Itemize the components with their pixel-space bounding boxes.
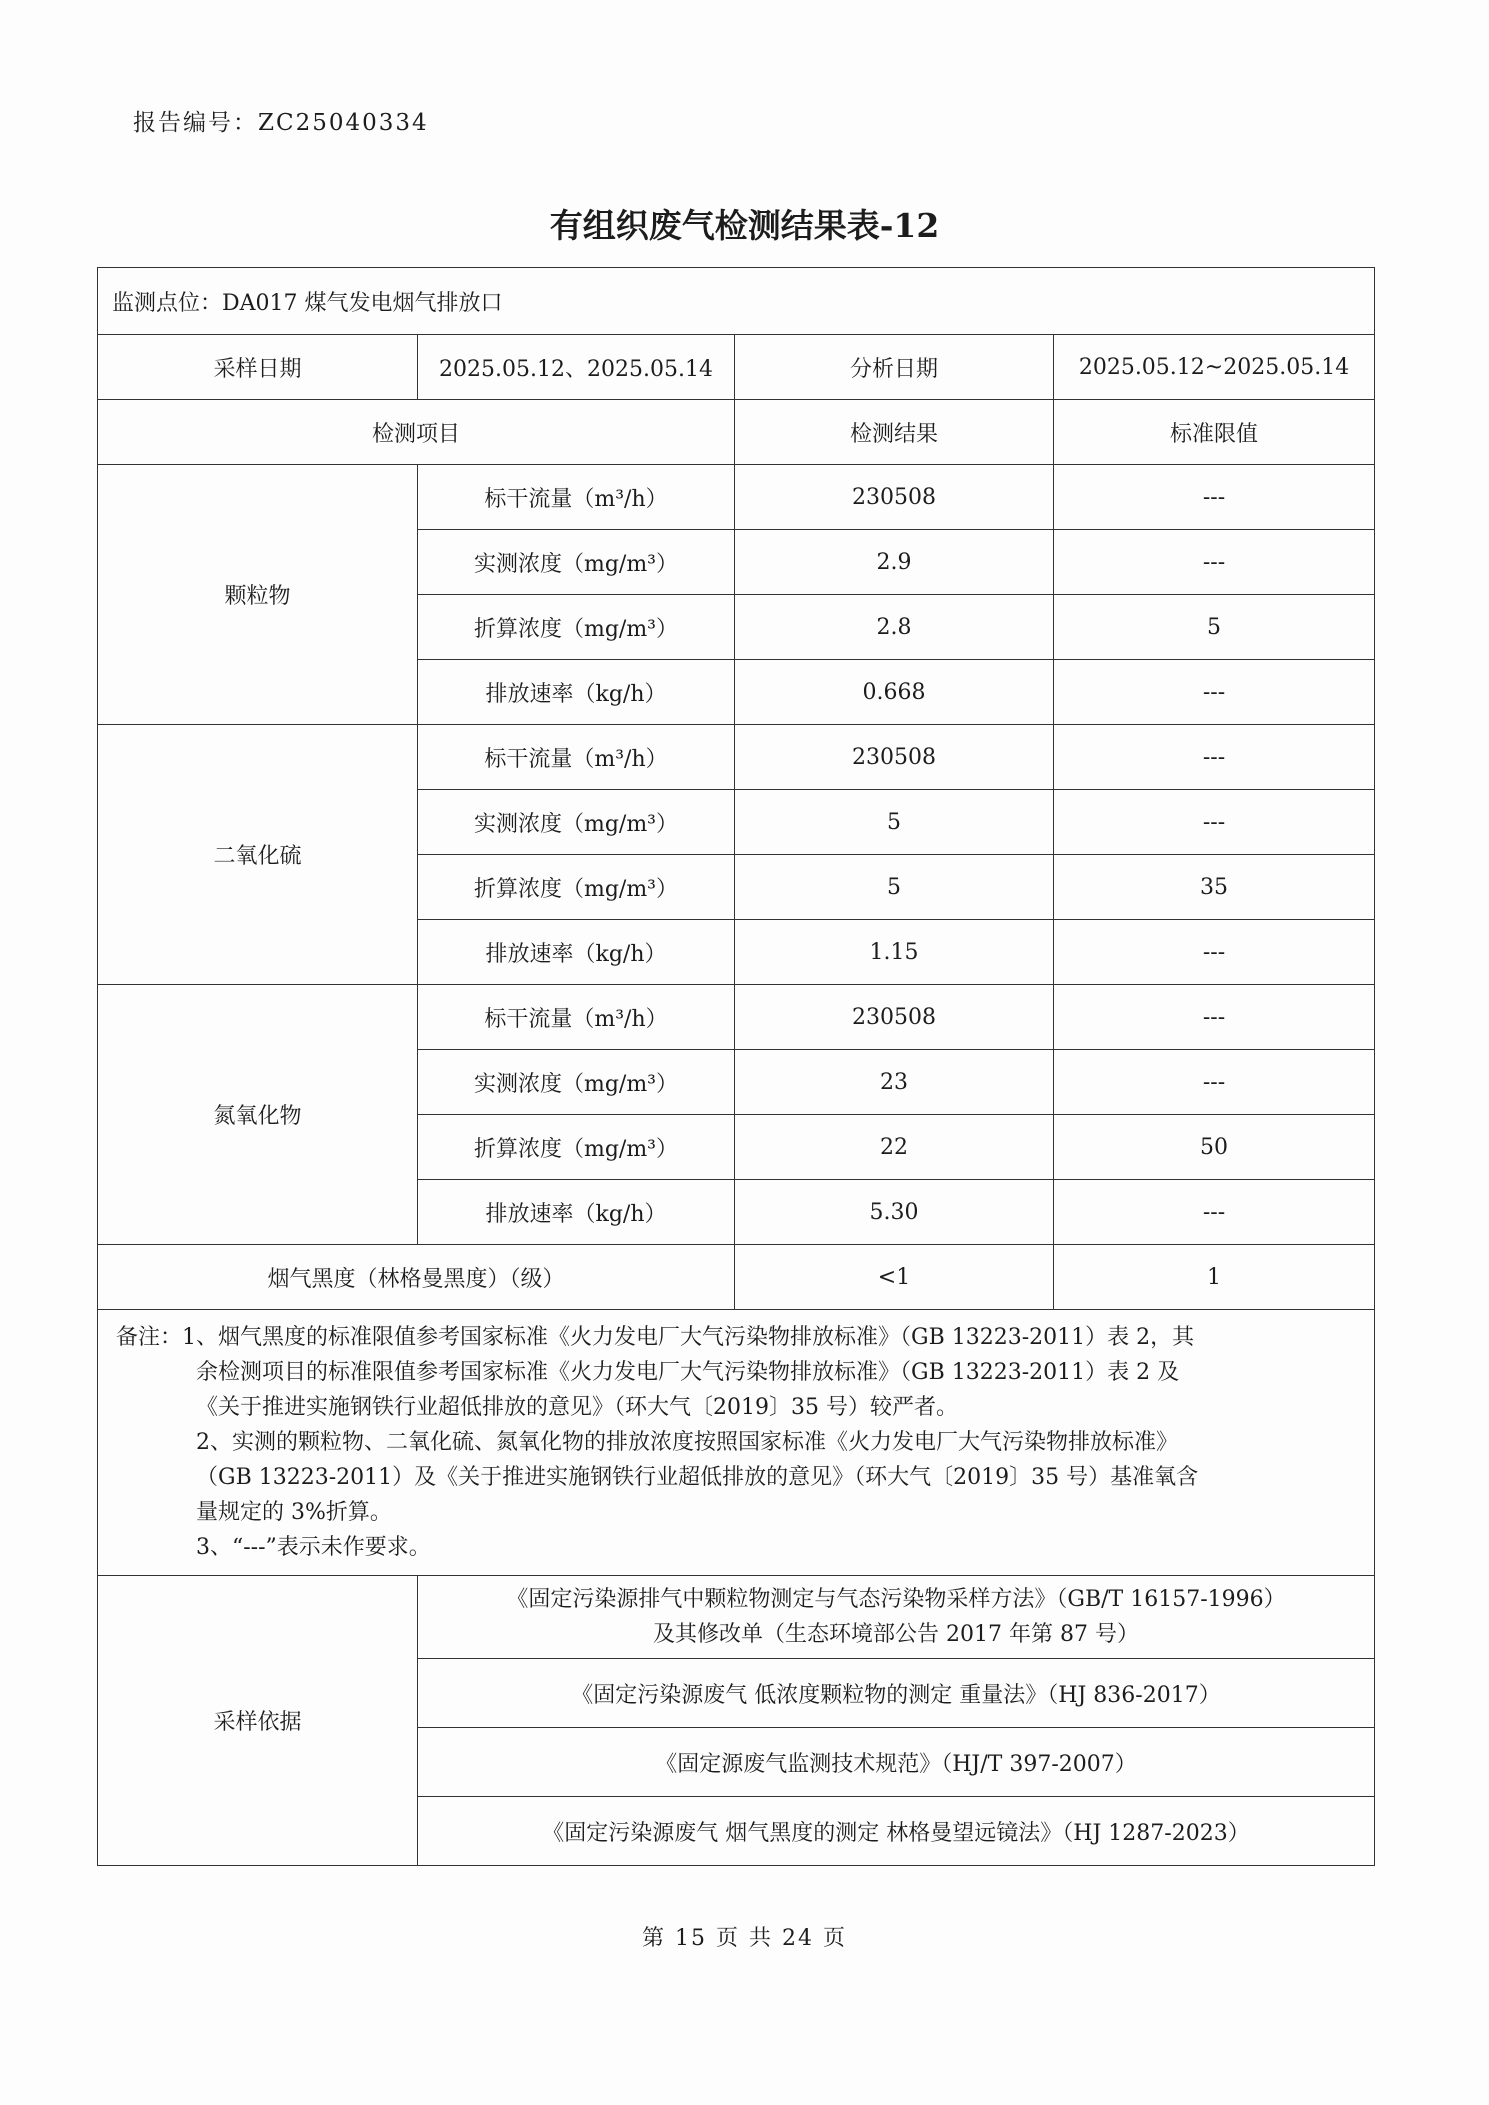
analysis-date: 2025.05.12~2025.05.14: [1054, 335, 1375, 400]
basis-line: 及其修改单（生态环境部公告 2017 年第 87 号）: [653, 1622, 1139, 1647]
remark-line: 量规定的 3%折算。: [196, 1500, 392, 1525]
result-cell: 2.8: [735, 595, 1054, 660]
limit-cell: ---: [1054, 985, 1375, 1050]
group-name: 氮氧化物: [98, 985, 418, 1245]
item-cell: 标干流量（m³/h）: [418, 725, 735, 790]
item-cell: 标干流量（m³/h）: [418, 985, 735, 1050]
basis-item: [418, 1576, 1375, 1659]
monitor-point: 监测点位：DA017 煤气发电烟气排放口: [98, 268, 1375, 335]
report-number: 报告编号：ZC25040334: [133, 110, 429, 136]
limit-cell: 50: [1054, 1115, 1375, 1180]
table-row: [98, 985, 1375, 1050]
limit-cell: ---: [1054, 660, 1375, 725]
item-cell: 折算浓度（mg/m³）: [418, 595, 735, 660]
item-cell: 实测浓度（mg/m³）: [418, 790, 735, 855]
group-name: 二氧化硫: [98, 725, 418, 985]
result-cell: 1.15: [735, 920, 1054, 985]
basis-item: 《固定污染源废气 低浓度颗粒物的测定 重量法》（HJ 836-2017）: [418, 1659, 1375, 1728]
remark-line: 《关于推进实施钢铁行业超低排放的意见》（环大气〔2019〕35 号）较严者。: [196, 1395, 958, 1420]
remark-line: 2、实测的颗粒物、二氧化硫、氮氧化物的排放浓度按照国家标准《火力发电厂大气污染物排放标准》: [196, 1430, 1179, 1455]
basis-line: 《固定污染源排气中颗粒物测定与气态污染物采样方法》（GB/T 16157-1996）: [506, 1587, 1286, 1612]
result-cell: 230508: [735, 725, 1054, 790]
limit-cell: ---: [1054, 790, 1375, 855]
limit-cell: ---: [1054, 1050, 1375, 1115]
result-cell: 22: [735, 1115, 1054, 1180]
result-cell: 230508: [735, 985, 1054, 1050]
page-title: 有组织废气检测结果表-12: [549, 206, 940, 245]
item-cell: 标干流量（m³/h）: [418, 465, 735, 530]
group-name: 颗粒物: [98, 465, 418, 725]
result-cell: 5: [735, 790, 1054, 855]
page-footer: 第 15 页 共 24 页: [642, 1926, 847, 1951]
remarks-row: [98, 1310, 1375, 1576]
result-cell: 5: [735, 855, 1054, 920]
limit-cell: ---: [1054, 1180, 1375, 1245]
limit-cell: ---: [1054, 530, 1375, 595]
monitor-point-row: [98, 268, 1375, 335]
item-cell: 排放速率（kg/h）: [418, 1180, 735, 1245]
remark-line: （GB 13223-2011）及《关于推进实施钢铁行业超低排放的意见》（环大气〔2019〕35 号）基准氧含: [196, 1465, 1199, 1490]
item-cell: 实测浓度（mg/m³）: [418, 530, 735, 595]
limit-cell: 5: [1054, 595, 1375, 660]
item-header: 检测项目: [98, 400, 735, 465]
sampling-date: 2025.05.12、2025.05.14: [418, 335, 735, 400]
remarks: [98, 1310, 1375, 1576]
result-cell: 23: [735, 1050, 1054, 1115]
results-table: [97, 267, 1375, 1866]
remark-line: 备注：1、烟气黑度的标准限值参考国家标准《火力发电厂大气污染物排放标准》（GB 13223-2011）表 2，其: [116, 1325, 1195, 1350]
limit-cell: ---: [1054, 725, 1375, 790]
item-cell: 排放速率（kg/h）: [418, 920, 735, 985]
item-cell: 折算浓度（mg/m³）: [418, 855, 735, 920]
analysis-date-label: 分析日期: [735, 335, 1054, 400]
basis-item: 《固定源废气监测技术规范》（HJ/T 397-2007）: [418, 1728, 1375, 1797]
table-row: [98, 465, 1375, 530]
item-cell: 折算浓度（mg/m³）: [418, 1115, 735, 1180]
item-cell: 排放速率（kg/h）: [418, 660, 735, 725]
limit-header: 标准限值: [1054, 400, 1375, 465]
limit-cell: 35: [1054, 855, 1375, 920]
limit-cell: ---: [1054, 920, 1375, 985]
limit-cell: ---: [1054, 465, 1375, 530]
result-header: 检测结果: [735, 400, 1054, 465]
blackness-result: <1: [735, 1245, 1054, 1310]
sampling-date-label: 采样日期: [98, 335, 418, 400]
remark-line: 3、“---”表示未作要求。: [196, 1535, 431, 1560]
date-row: [98, 335, 1375, 400]
table-row: [98, 725, 1375, 790]
basis-label: 采样依据: [98, 1576, 418, 1866]
result-cell: 0.668: [735, 660, 1054, 725]
results-table-wrapper: [97, 267, 1374, 1866]
blackness-row: [98, 1245, 1375, 1310]
blackness-item: 烟气黑度（林格曼黑度）（级）: [98, 1245, 735, 1310]
basis-item: 《固定污染源废气 烟气黑度的测定 林格曼望远镜法》（HJ 1287-2023）: [418, 1797, 1375, 1866]
result-cell: 230508: [735, 465, 1054, 530]
item-cell: 实测浓度（mg/m³）: [418, 1050, 735, 1115]
result-cell: 5.30: [735, 1180, 1054, 1245]
result-cell: 2.9: [735, 530, 1054, 595]
remark-line: 余检测项目的标准限值参考国家标准《火力发电厂大气污染物排放标准》（GB 13223-2011）表 2 及: [196, 1360, 1180, 1385]
basis-row: [98, 1576, 1375, 1659]
column-header-row: [98, 400, 1375, 465]
blackness-limit: 1: [1054, 1245, 1375, 1310]
